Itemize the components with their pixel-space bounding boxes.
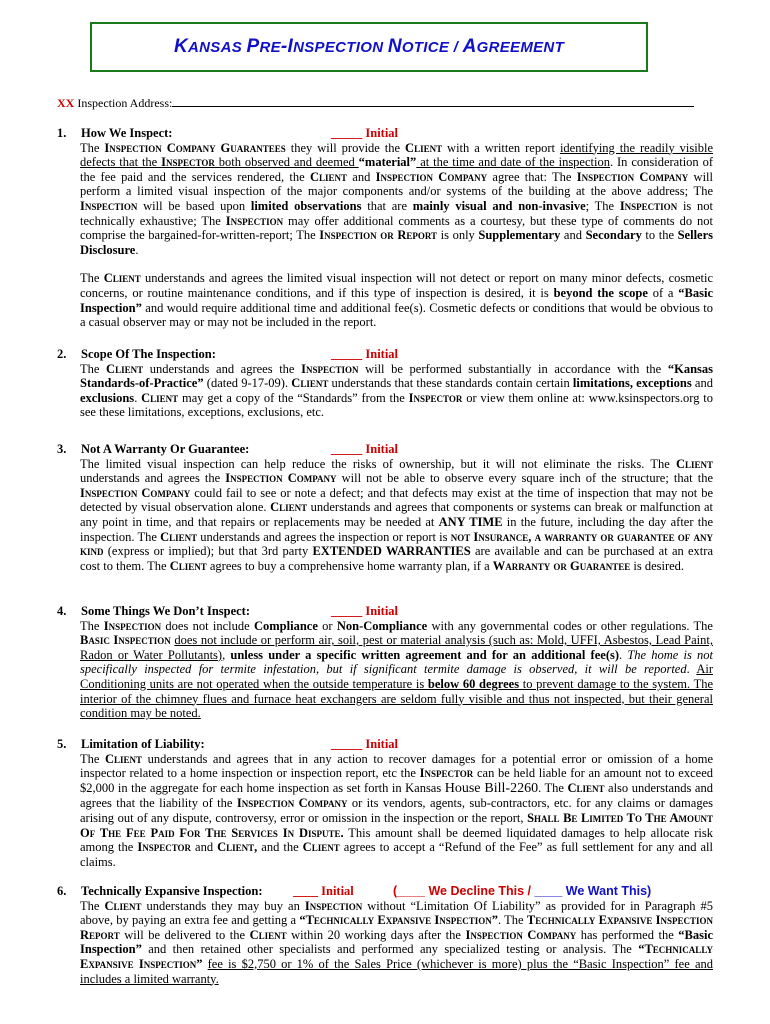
section-body [80, 899, 713, 987]
section-heading: 4. Some Things We Don’t Inspect: _____ Initial [57, 604, 399, 618]
address-marker: XX [57, 96, 75, 110]
section-heading: 3. Not A Warranty Or Guarantee: _____ Initial [57, 442, 399, 456]
section-limitation-of-liability [57, 737, 713, 869]
document-title: KANSAS PRE-INSPECTION NOTICE / AGREEMENT [173, 36, 565, 57]
section-heading: 1. How We Inspect: _____ Initial [57, 126, 399, 140]
section-heading: 6. Technically Expansive Inspection: ____ Initial (____ We Decline This / ____ We Want This ) [57, 884, 652, 898]
inspection-address-row [57, 96, 694, 111]
inspection-address-field[interactable] [172, 96, 694, 107]
decline-option[interactable]: (____ We Decline This [393, 884, 525, 898]
section-technically-expansive [57, 884, 713, 986]
initial-field[interactable]: _____ Initial [331, 442, 399, 456]
initial-field[interactable]: _____ Initial [331, 126, 399, 140]
section-not-a-warranty [57, 442, 713, 573]
inspection-address-label: Inspection Address: [77, 96, 173, 110]
initial-field[interactable]: ____ Initial [293, 884, 354, 898]
section-body [80, 619, 713, 721]
paragraph: The Client understands they may buy an Inspection without “Limitation Of Liability” as provided for in Paragraph #5 above, by paying an extra fee and getting a “Technically Expansive Inspection”. The Technically Expansive Inspection Report will be delivered to the Client within 20 working days after the Inspection Company has performed the “Basic Inspection” and then retained other specialists and performed any specialized testing or analysis. The “Technically Expansive Inspection” fee is $2,750 or 1% of the Sales Price (whichever is more) plus the “Basic Inspection” fee and includes a limited warranty. [80, 898, 714, 986]
paragraph: The Client understands and agrees the Inspection will be performed substantially in accordance with the “Kansas Standards-of-Practice” (dated 9-17-09). Client understands that these standards contain certain limitations, exceptions and exclusions. Client may get a copy of the “Standards” from the Inspector or view them online at: www.ksinspectors.org to see these limitations, exceptions, exclusions, etc. [80, 361, 714, 420]
want-option[interactable]: ____ We Want This [534, 884, 648, 898]
section-heading: 2. Scope Of The Inspection: _____ Initial [57, 347, 399, 361]
initial-field[interactable]: _____ Initial [331, 737, 399, 751]
section-how-we-inspect [57, 126, 713, 330]
section-heading: 5. Limitation of Liability: _____ Initial [57, 737, 399, 751]
paragraph: The Client understands and agrees the limited visual inspection will not detect or report on many minor defects, cosmetic concerns, or routine maintenance conditions, and if this type of inspection is desired, it is beyond the scope of a “Basic Inspection” and would require additional time and additional fee(s). Cosmetic defects or conditions that would be obvious to a casual observer may or may not be included in the report. [80, 271, 714, 330]
paragraph: The Inspection does not include Compliance or Non-Compliance with any governmental codes or other regulations. The Basic Inspection does not include or perform air, soil, pest or material analysis (such as: Mold, UFFI, Asbestos, Lead Paint, Radon or Water Pollutants), unless under a specific written agreement and for an additional fee(s). The home is not specifically inspected for termite infestation, but if significant termite damage is observed, it will be reported. Air Conditioning units are not operated when the outside temperature is below 60 degrees to prevent damage to the system. The interior of the chimney flues and furnace heat exchangers are seldom fully visible and thus not inspected, but their general condition may be noted. [80, 618, 714, 721]
title-box [90, 22, 648, 72]
initial-field[interactable]: _____ Initial [331, 604, 399, 618]
section-things-we-dont-inspect [57, 604, 713, 721]
section-scope [57, 347, 713, 420]
paragraph: The limited visual inspection can help reduce the risks of ownership, but it will not eliminate the risks. The Client understands and agrees the Inspection Company will not be able to observe every square inch of the structure; that the Inspection Company could fail to see or note a defect; and that defects may exist at the time of inspection that may not be detected by visual observation alone. Client understands and agrees that components or systems can break or malfunction at any point in time, and that repairs or replacements may be needed at ANY TIME in the future, including the day after the inspection. The Client understands and agrees the inspection or report is not Insurance, a warranty or guarantee of any kind (express or implied); but that 3rd party EXTENDED WARRANTIES are available and can be purchased at an extra cost to them. The Client agrees to buy a comprehensive home warranty plan, if a Warranty or Guarantee is desired. [80, 456, 714, 573]
paragraph: The Inspection Company Guarantees they will provide the Client with a written report identifying the readily visible defects that the Inspector both observed and deemed “material” at the time and date of the inspection. In consideration of the fee paid and the services rendered, the Client and Inspection Company agree that: The Inspection Company will perform a limited visual inspection of the major components and/or systems of the building at the above address; The Inspection will be based upon limited observations that are mainly visual and non-invasive; The Inspection is not technically exhaustive; The Inspection may offer additional comments as a courtesy, but these type of comments do not comprise the bargained-for-written-report; The Inspection or Report is only Supplementary and Secondary to the Sellers Disclosure. [80, 140, 714, 257]
section-body [80, 457, 713, 574]
paragraph: The Client understands and agrees that in any action to recover damages for a potential error or omission of a home inspector related to a home inspection or inspection report, etc the Inspector can be held liable for an amount not to exceed $2,000 in the aggregate for each home inspection as set forth in Kansas House Bill-2260. The Client also understands and agrees that the liability of the Inspection Company or its vendors, agents, sub-contractors, etc. for any claims or damages arising out of any dispute, controversy, error or omission in the inspection or the report, Shall Be Limited To The Amount Of The Fee Paid For The Services In Dispute. This amount shall be deemed liquidated damages to help allocate risk among the Inspector and Client, and the Client agrees to accept a “Refund of the Fee” as full settlement for any and all claims. [80, 751, 714, 869]
initial-field[interactable]: _____ Initial [331, 347, 399, 361]
section-body [80, 362, 713, 420]
section-body [80, 752, 713, 870]
section-body [80, 141, 713, 330]
